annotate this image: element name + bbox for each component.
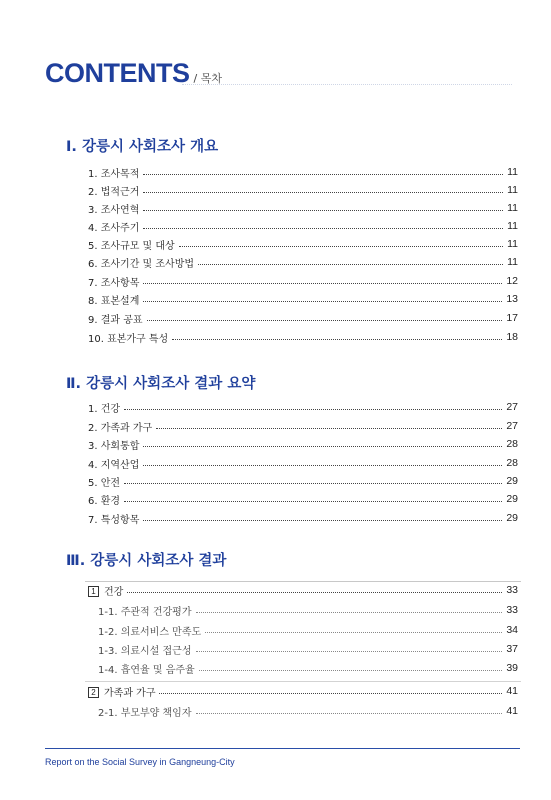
toc-item-label: 2-1. 부모부양 책임자 xyxy=(98,707,192,719)
dot-leader xyxy=(124,501,502,502)
dot-leader xyxy=(127,592,502,593)
toc-item-label: 1-1. 주관적 건강평가 xyxy=(98,606,192,618)
dot-leader xyxy=(159,693,502,694)
section-3-title: Ⅲ. 강릉시 사회조사 결과 xyxy=(66,553,227,569)
contents-subtitle: / 목차 xyxy=(193,72,222,85)
toc-item-page: 28 xyxy=(506,457,518,469)
dot-leader xyxy=(143,283,502,284)
dot-leader xyxy=(196,612,503,613)
dot-leader xyxy=(143,446,502,447)
toc-item-page: 33 xyxy=(506,584,518,596)
group-number-box: 1 xyxy=(88,586,99,597)
toc-item-page: 11 xyxy=(507,238,518,250)
toc-item-page: 41 xyxy=(506,685,518,697)
footer-divider xyxy=(45,748,520,749)
toc-subitem[interactable] xyxy=(98,622,518,638)
toc-item-page: 37 xyxy=(506,643,518,655)
toc-item-label: 7. 조사항목 xyxy=(88,277,140,289)
contents-title: CONTENTS xyxy=(45,58,190,88)
toc-item[interactable] xyxy=(88,291,518,307)
header-divider xyxy=(182,84,512,85)
toc-item-label: 7. 특성항목 xyxy=(88,514,140,526)
dot-leader xyxy=(196,651,503,652)
toc-subitem[interactable] xyxy=(98,660,518,676)
toc-item[interactable] xyxy=(88,182,518,198)
toc-item-label: 8. 표본설계 xyxy=(88,295,140,307)
dot-leader xyxy=(143,228,503,229)
toc-item-page: 18 xyxy=(506,331,518,343)
toc-item[interactable] xyxy=(88,273,518,289)
toc-item[interactable] xyxy=(88,164,518,180)
toc-item-label: 4. 지역산업 xyxy=(88,459,140,471)
toc-group-item[interactable] xyxy=(88,582,518,598)
toc-item-page: 27 xyxy=(506,420,518,432)
dot-leader xyxy=(179,246,503,247)
toc-item-label: 3. 사회통합 xyxy=(88,440,140,452)
toc-item-page: 41 xyxy=(506,705,518,717)
toc-item[interactable] xyxy=(88,236,518,252)
toc-item-page: 11 xyxy=(507,220,518,232)
toc-item[interactable] xyxy=(88,310,518,326)
toc-item-page: 39 xyxy=(506,662,518,674)
group-number-box: 2 xyxy=(88,687,99,698)
toc-item-label: 5. 안전 xyxy=(88,477,121,489)
dot-leader xyxy=(143,210,503,211)
toc-item-page: 34 xyxy=(506,624,518,636)
dot-leader xyxy=(143,192,503,193)
dot-leader xyxy=(143,520,502,521)
dot-leader xyxy=(143,465,502,466)
toc-item[interactable] xyxy=(88,473,518,489)
toc-item-label: 3. 조사연혁 xyxy=(88,204,140,216)
toc-subitem[interactable] xyxy=(98,703,518,719)
toc-item-label: 2. 가족과 가구 xyxy=(88,422,153,434)
toc-item-page: 29 xyxy=(506,475,518,487)
dot-leader xyxy=(124,409,502,410)
toc-item[interactable] xyxy=(88,491,518,507)
toc-group-label: 건강 xyxy=(104,586,124,598)
toc-item-label: 1-4. 흡연율 및 음주율 xyxy=(98,664,195,676)
toc-item[interactable] xyxy=(88,510,518,526)
dot-leader xyxy=(198,264,503,265)
toc-item-page: 33 xyxy=(506,604,518,616)
toc-item-label: 5. 조사규모 및 대상 xyxy=(88,240,175,252)
toc-item-page: 27 xyxy=(506,401,518,413)
toc-item[interactable] xyxy=(88,329,518,345)
toc-item[interactable] xyxy=(88,399,518,415)
dot-leader xyxy=(147,320,503,321)
toc-item-label: 9. 결과 공표 xyxy=(88,314,143,326)
toc-item-label: 1. 조사목적 xyxy=(88,168,140,180)
toc-item[interactable] xyxy=(88,455,518,471)
toc-item-page: 13 xyxy=(506,293,518,305)
dot-leader xyxy=(143,174,503,175)
toc-item-label: 10. 표본가구 특성 xyxy=(88,333,169,345)
toc-item-page: 11 xyxy=(507,256,518,268)
dot-leader xyxy=(199,670,503,671)
dot-leader xyxy=(124,483,502,484)
section-2-title: Ⅱ. 강릉시 사회조사 결과 요약 xyxy=(66,376,256,392)
dot-leader xyxy=(143,301,502,302)
toc-group-label: 가족과 가구 xyxy=(104,687,156,699)
toc-subitem[interactable] xyxy=(98,602,518,618)
toc-item-label: 6. 조사기간 및 조사방법 xyxy=(88,258,195,270)
toc-item-page: 29 xyxy=(506,493,518,505)
toc-subitem[interactable] xyxy=(98,641,518,657)
section-1-title: Ⅰ. 강릉시 사회조사 개요 xyxy=(66,139,219,155)
dot-leader xyxy=(205,632,502,633)
dot-leader xyxy=(172,339,502,340)
toc-item-page: 17 xyxy=(506,312,518,324)
toc-item-label: 1. 건강 xyxy=(88,403,121,415)
toc-item-label: 2. 법적근거 xyxy=(88,186,140,198)
dot-leader xyxy=(196,713,503,714)
toc-item-label: 6. 환경 xyxy=(88,495,121,507)
toc-item-page: 29 xyxy=(506,512,518,524)
toc-item-label: 1-3. 의료시설 접근성 xyxy=(98,645,192,657)
dot-leader xyxy=(156,428,502,429)
toc-group-label-wrap xyxy=(88,684,155,699)
toc-item[interactable] xyxy=(88,418,518,434)
toc-item[interactable] xyxy=(88,254,518,270)
toc-group-label-wrap xyxy=(88,583,123,598)
toc-group-item[interactable] xyxy=(88,683,518,699)
toc-item-page: 28 xyxy=(506,438,518,450)
toc-item-page: 11 xyxy=(507,166,518,178)
toc-item-label: 4. 조사주기 xyxy=(88,222,140,234)
footer-report-title: Report on the Social Survey in Gangneung-City xyxy=(45,757,235,767)
group-divider xyxy=(85,681,521,682)
toc-item[interactable] xyxy=(88,218,518,234)
toc-item[interactable] xyxy=(88,436,518,452)
toc-item-page: 11 xyxy=(507,202,518,214)
toc-item-page: 12 xyxy=(506,275,518,287)
toc-item-label: 1-2. 의료서비스 만족도 xyxy=(98,626,202,638)
toc-item-page: 11 xyxy=(507,184,518,196)
toc-item[interactable] xyxy=(88,200,518,216)
